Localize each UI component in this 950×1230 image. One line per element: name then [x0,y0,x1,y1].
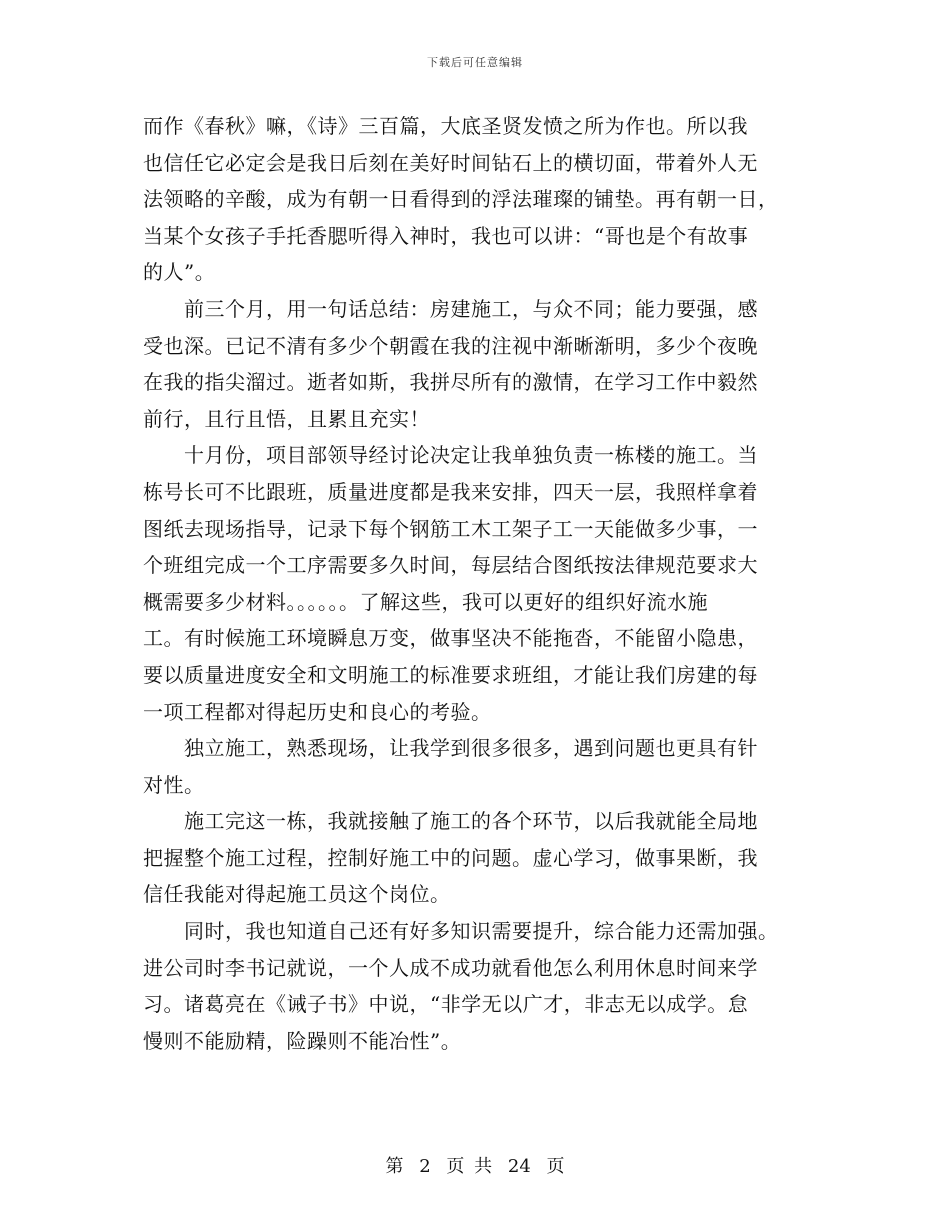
text-line: 在我的指尖溜过。逝者如斯，我拼尽所有的激情，在学习工作中毅然 [143,370,758,395]
text-line: 也信任它必定会是我日后刻在美好时间钻石上的横切面，带着外人无 [143,150,758,175]
text-line: 前三个月，用一句话总结：房建施工，与众不同；能力要强，感 [143,296,758,321]
text-line: 栋号长可不比跟班，质量进度都是我来安排，四天一层，我照样拿着 [143,479,758,504]
text-line: 对性。 [143,772,205,797]
text-line: 受也深。已记不清有多少个朝霞在我的注视中渐晰渐明，多少个夜晚 [143,333,758,358]
text-line: 前行，且行且悟，且累且充实！ [143,406,430,431]
text-line: 法领略的辛酸，成为有朝一日看得到的浮法璀璨的铺垫。再有朝一日， [143,187,779,212]
text-line: 个班组完成一个工序需要多久时间，每层结合图纸按法律规范要求大 [143,553,758,578]
text-line: 信任我能对得起施工员这个岗位。 [143,882,451,907]
text-line: 进公司时李书记就说，一个人成不成功就看他怎么利用休息时间来学 [143,955,758,980]
text-line: 而作《春秋》嘛，《诗》三百篇，大底圣贤发愤之所为作也。所以我 [143,114,748,138]
text-line: 同时，我也知道自己还有好多知识需要提升，综合能力还需加强。 [143,919,779,944]
page-number: 2 [419,1156,431,1177]
text-line: 当某个女孩子手托香腮听得入神时，我也可以讲：“哥也是个有故事 [143,223,749,248]
page-number-suffix: 页 [546,1156,565,1177]
text-line: 慢则不能励精，险躁则不能冶性”。 [143,1028,462,1053]
text-line: 概需要多少材料。。。。。。了解这些，我可以更好的组织好流水施 [143,589,708,614]
text-line: 独立施工，熟悉现场，让我学到很多很多，遇到问题也更具有针 [143,736,758,761]
text-line: 工。有时候施工环境瞬息万变，做事坚决不能拖沓，不能留小隐患， [143,626,758,651]
text-line: 施工完这一栋，我就接触了施工的各个环节，以后我就能全局地 [143,809,758,834]
page-number-middle: 页 共 [446,1156,493,1177]
text-line: 的人”。 [143,260,216,285]
page-number-prefix: 第 [385,1156,404,1177]
text-line: 一项工程都对得起历史和良心的考验。 [143,699,492,724]
text-line: 要以质量进度安全和文明施工的标准要求班组，才能让我们房建的每 [143,662,758,687]
page-header: 下载后可任意编辑 [427,56,523,69]
page-footer [0,1152,950,1178]
text-line: 十月份，项目部领导经讨论决定让我单独负责一栋楼的施工。当 [143,443,758,468]
text-line: 习。诸葛亮在《诫子书》中说，“非学无以广才，非志无以成学。怠 [143,992,749,1017]
text-line: 把握整个施工过程，控制好施工中的问题。虚心学习，做事果断，我 [143,845,758,870]
body-text [143,108,808,1059]
text-line: 图纸去现场指导，记录下每个钢筋工木工架子工一天能做多少事，一 [143,516,758,541]
page-total: 24 [507,1156,531,1177]
